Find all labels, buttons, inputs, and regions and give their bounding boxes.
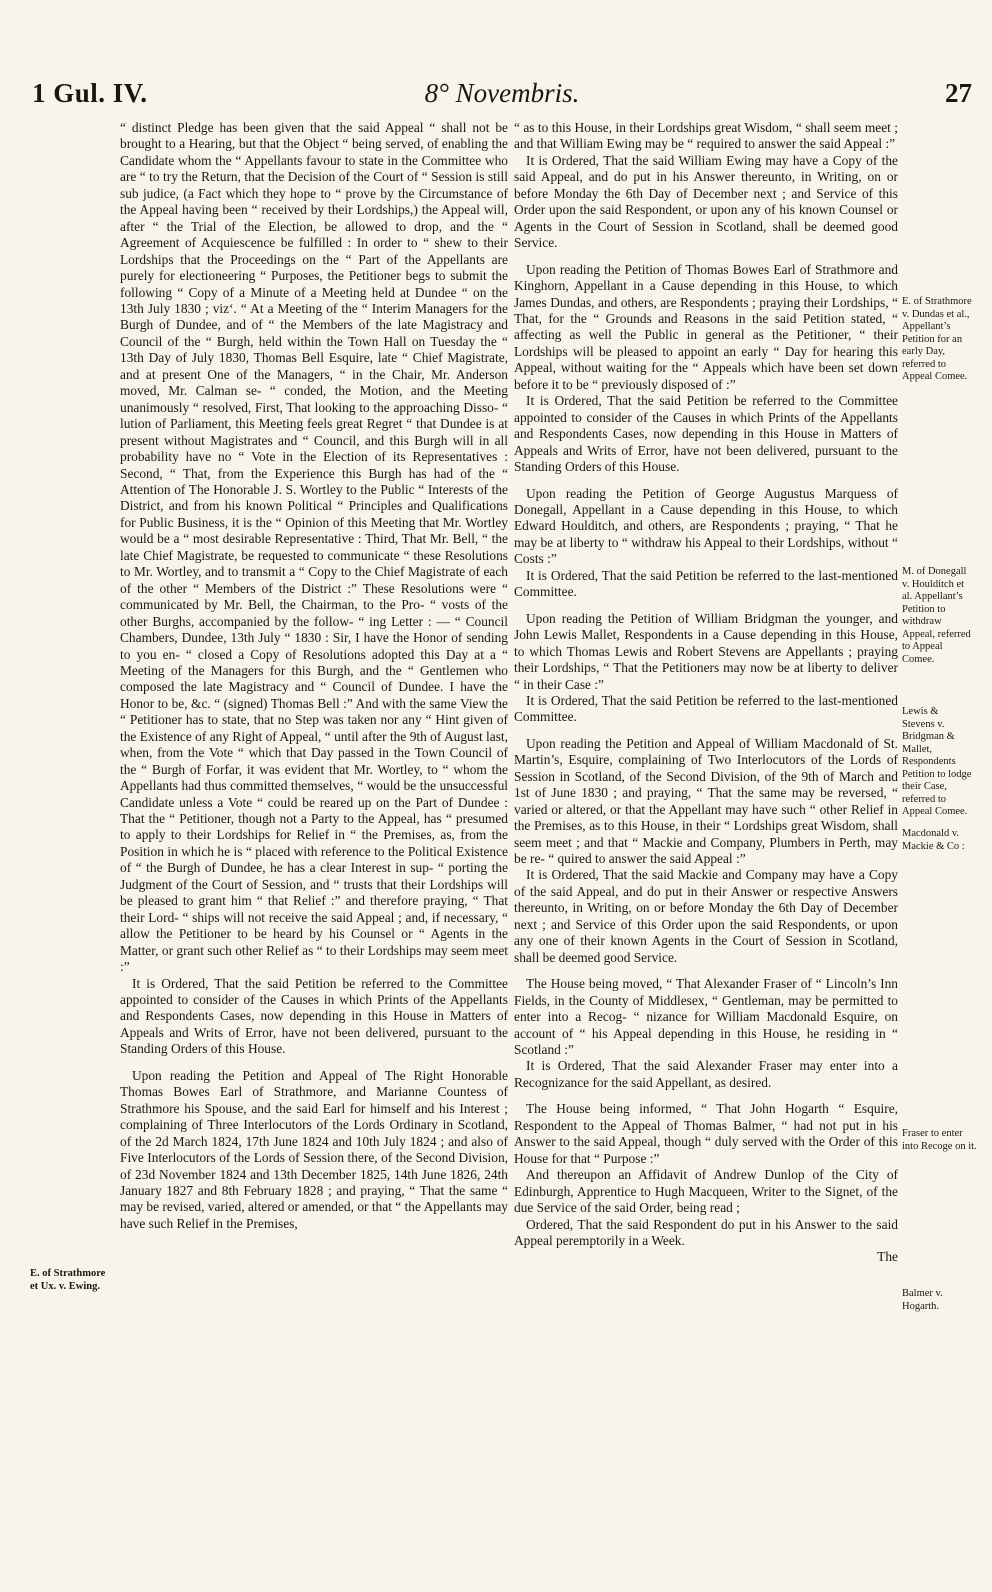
margin-note: Balmer v. Hogarth.: [902, 1288, 943, 1312]
paragraph: “ distinct Pledge has been given that the said Appeal “ shall not be brought to a Hearing, but that the Object “ being served, of enabling the Candidate whom the “ Appellants favour to state in the Committee who are “ to try the Return, that the Decision of the Court of “ Session is still sub judice, (a Fact which they hope to “ prove by the Circumstance of the Appeal having been “ received by their Lordships,) the Appeal will, after “ the Trial of the Election, be allowed to drop, and the “ Agreement of Acquiescence be fulfilled : In order to “ shew to their Lordships that the Proceedings on the “ Part of the Appellants are purely for electioneering “ Purposes, the Petitioner begs to submit the following “ Copy of a Minute of a Meeting held at Dundee “ on the 13th July 1830 ; viz‘. “ At a Meeting of the “ Interim Managers for the Burgh of Dundee, and of “ the Members of the late Magistracy and Council of the “ Burgh, held within the Town Hall on Tuesday the “ 13th Day of July 1830, Thomas Bell Esquire, late “ Chief Magistrate, and at present One of the Managers, “ in the Chair, Mr. Anderson moved, Mr. Calman se- “ conded, the Motion, and the Meeting unanimously “ resolved, First, That looking to the approaching Disso- “ lution of Parliament, this Meeting feels great Regret “ that Dundee is at present without Magistrates and “ Council, and this Burgh will in all probability have no “ Vote in the Election of its Representatives : Second, “ That, from the Experience this Burgh has had of the “ Attention of The Honorable J. S. Wortley to the Public “ Interests of the District, and from his known Political “ Principles and Qualifications for Public Business, it is the “ Opinion of this Meeting that Mr. Wortley would be a “ most desirable Representative : Third, That Mr. Bell, “ the late Chief Magistrate, be requested to communicate “ these Resolutions to Mr. Wortley, and to transmit a “ Copy to the Chief Magistrate of each of the other “ Members of the District :” These Resolutions were “ communicated by Mr. Bell, the Chairman, to the Pro- “ vosts of the other Burghs, accompanied by the follow- “ ing Letter : — “ Council Chambers, Dundee, 13th July “ 1830 : Sir, I have the Honor of sending to you en- “ closed a Copy of Resolutions adopted this Day at a “ Meeting of the Managers for this Burgh, and the “ Gentlemen who composed the late Magistracy and “ Council of Dundee. I have the Honor to be, &c. “ (signed) Thomas Bell :” And with the same View the “ Petitioner has to state, that no Step was taken nor any “ Hint given of the Existence of any Right of Appeal, “ until after the 9th of August last, when, from the Vote “ which that Day passed in the Town Council of the “ Burgh of Forfar, it was evident that Mr. Wortley, to “ whom the Appellants had thus committed themselves, “ would be the unsuccessful Candidate unless a Vote “ could be reared up on the Part of Dundee : That the “ Petitioner, though not a Party to the Appeal, has “ presumed to apply to their Lordships for Relief in “ the Premises, as, from the Position in which he is “ placed with reference to the Political Existence of “ the Burgh of Dundee, he has a clear Interest in sup- “ porting the Judgment of the Court of Session, and “ trusts that their Lordships will be pleased to grant him “ that Relief :” and therefore praying, “ That their Lord- “ ships will not receive the said Appeal ; and, if necessary, “ allow the Petitioner to be heard by his Counsel or “ Agents in the Matter, or grant such other Relief as “ to their Lordships may seem meet :”: [120, 120, 508, 975]
margin-note: E. of Strathmore v. Dundas et al., Appellant’s Petition for an early Day, referred to Appeal Comee.: [902, 296, 972, 382]
paragraph: Upon reading the Petition of William Bridgman the younger, and John Lewis Mallet, Respondents in a Cause depending in this House, to which Thomas Lewis and Robert Stevens are Appellants ; praying their Lordships, “ That the Petitioners may now be at liberty to deliver “ in their Case :”: [514, 610, 898, 692]
paragraph: It is Ordered, That the said Petition be referred to the Committee appointed to consider of the Causes in which Prints of the Appellants and Respondents Cases, now depending in this House in Matters of Appeals and Writs of Error, have not been delivered, pursuant to the Standing Orders of this House.: [514, 393, 898, 475]
middle-column: [514, 120, 898, 1266]
paragraph: It is Ordered, That the said William Ewing may have a Copy of the said Appeal, and do put in his Answer thereunto, in Writing, on or before Monday the 6th Day of December next ; and Service of this Order upon the said Respondent, or upon any of his known Counsel or Agents in the Court of Session in Scotland, shall be deemed good Service.: [514, 152, 898, 251]
left-column: [120, 120, 508, 1232]
page-header: [32, 78, 972, 118]
paragraph: It is Ordered, That the said Petition be referred to the last-mentioned Committee.: [514, 567, 898, 600]
catchword: The: [877, 1249, 898, 1265]
margin-note: Macdonald v. Mackie & Co :: [902, 828, 965, 852]
margin-note: Fraser to enter into Recoge on it.: [902, 1128, 977, 1152]
margin-note: M. of Donegall v. Houlditch et al. Appellant’s Petition to withdraw Appeal, referred to Appeal Comee.: [902, 566, 971, 665]
page-number: 27: [945, 78, 972, 108]
paragraph: Upon reading the Petition of Thomas Bowes Earl of Strathmore and Kinghorn, Appellant in a Cause depending in this House, to which James Dundas, and others, are Respondents ; praying their Lordships, “ That, for the “ Grounds and Reasons in the said Petition stated, “ affecting as well the Public in general as the Petitioner, “ their Lordships will be pleased to appoint an early “ Day for hearing this Appeal, without waiting for the “ Appeals which have been set down before it to be “ previously disposed of :”: [514, 261, 898, 392]
paragraph: The House being moved, “ That Alexander Fraser of “ Lincoln’s Inn Fields, in the County of Middlesex, “ Gentleman, may be permitted to enter into a Recog- “ nizance for William Macdonald Esquire, on account of “ his Appeal depending in this House, he residing in “ Scotland :”: [514, 976, 898, 1058]
paragraph: It is Ordered, That the said Petition be referred to the Committee appointed to consider of the Causes in which Prints of the Appellants and Respondents Cases, now depending in this House in Matters of Appeals and Writs of Error, have not been delivered, pursuant to the Standing Orders of this House.: [120, 975, 508, 1057]
paragraph: Upon reading the Petition and Appeal of The Right Honorable Thomas Bowes Earl of Strathmore, and Marianne Countess of Strathmore his Spouse, and the said Earl for himself and his Interest ; complaining of Three Interlocutors of the Lords Ordinary in Scotland, of the 2d March 1824, 17th June 1824 and 10th July 1824 ; and also of Five Interlocutors of the Lords of Session there, of the Second Division, of 23d November 1824 and 13th December 1825, 14th June 1826, 24th January 1827 and 8th February 1828 ; and praying, “ That the same “ may be revised, varied, altered or amended, or that “ the Appellants may have such Relief in the Premises,: [120, 1067, 508, 1231]
paragraph: Upon reading the Petition and Appeal of William Macdonald of St. Martin’s, Esquire, complaining of Two Interlocutors of the Lords of Session in Scotland, of the Second Division, of the 9th of March and 1st of June 1830 ; and praying, “ That the same may be reversed, “ varied or altered, or that the Appellant may have such “ other Relief in the Premises, as to this House, in their “ Lordships great Wisdom, shall seem meet ; and that “ Mackie and Company, Plumbers in Perth, may be re- “ quired to answer the said Appeal :”: [514, 735, 898, 867]
paragraph: It is Ordered, That the said Alexander Fraser may enter into a Recognizance for the said Appellant, as desired.: [514, 1058, 898, 1090]
paragraph: The House being informed, “ That John Hogarth “ Esquire, Respondent to the Appeal of Thomas Balmer, “ had not put in his Answer to the said Appeal, though “ duly served with the Order of this House for that “ Purpose :”: [514, 1101, 898, 1166]
margin-note: E. of Strathmore et Ux. v. Ewing.: [30, 1268, 106, 1292]
paragraph: It is Ordered, That the said Petition be referred to the last-mentioned Committee.: [514, 692, 898, 725]
regnal-year: 1 Gul. IV.: [32, 78, 148, 108]
paragraph: It is Ordered, That the said Mackie and Company may have a Copy of the said Appeal, and do put in their Answer or respective Answers thereunto, in Writing, on or before Monday the 6th Day of December next ; and Service of this Order upon the said Respondents, or upon any one of their known Agents in the Court of Session in Scotland, shall be deemed good Service.: [514, 867, 898, 965]
paragraph: Ordered, That the said Respondent do put in his Answer to the said Appeal peremptorily in a Week.: [514, 1216, 898, 1248]
paragraph: “ as to this House, in their Lordships great Wisdom, “ shall seem meet ; and that William Ewing may be “ required to answer the said Appeal :”: [514, 120, 898, 152]
paragraph: Upon reading the Petition of George Augustus Marquess of Donegall, Appellant in a Cause depending in this House, to which Edward Houlditch, and others, are Respondents ; praying, “ That he may be at liberty to “ withdraw his Appeal to their Lordships, without “ Costs :”: [514, 485, 898, 567]
page-date: 8° Novembris.: [424, 78, 580, 108]
paragraph: And thereupon an Affidavit of Andrew Dunlop of the City of Edinburgh, Apprentice to Hugh Macqueen, Writer to the Signet, of the due Service of the said Order, being read ;: [514, 1167, 898, 1216]
margin-note: Lewis & Stevens v. Bridgman & Mallet, Respondents Petition to lodge their Case, referred to Appeal Comee.: [902, 706, 972, 817]
